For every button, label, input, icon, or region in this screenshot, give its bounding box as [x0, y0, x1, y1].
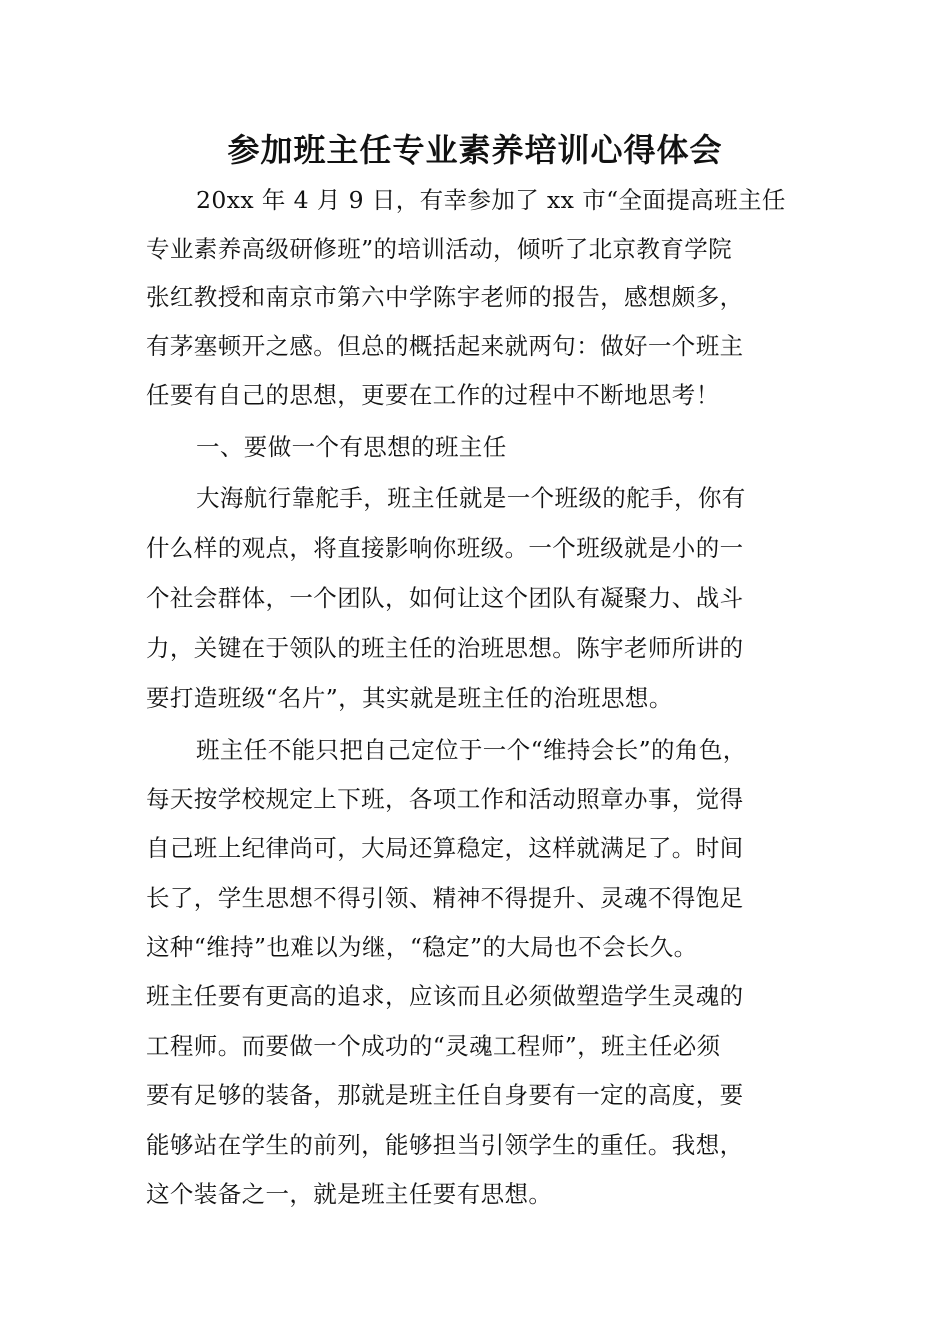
- paragraph-line: 力，关键在于领队的班主任的治班思想。陈宇老师所讲的: [146, 634, 744, 662]
- document-title: 参加班主任专业素养培训心得体会: [227, 131, 723, 169]
- paragraph-line: 专业素养高级研修班”的培训活动，倾听了北京教育学院: [146, 235, 733, 263]
- paragraph-line: 这种“维持”也难以为继，“稳定”的大局也不会长久。: [146, 933, 698, 961]
- paragraph-line: 任要有自己的思想，更要在工作的过程中不断地思考！: [146, 381, 720, 409]
- paragraph-line: 要有足够的装备，那就是班主任自身要有一定的高度，要: [146, 1081, 744, 1109]
- paragraph-line: 每天按学校规定上下班，各项工作和活动照章办事，觉得: [146, 785, 744, 813]
- paragraph-line: 这个装备之一，就是班主任要有思想。: [146, 1180, 553, 1208]
- paragraph-line: 什么样的观点，将直接影响你班级。一个班级就是小的一: [146, 534, 744, 562]
- paragraph-line: 班主任要有更高的追求，应该而且必须做塑造学生灵魂的: [146, 982, 744, 1010]
- paragraph-line: 个社会群体，一个团队，如何让这个团队有凝聚力、战斗: [146, 584, 744, 612]
- paragraph-line: 大海航行靠舵手，班主任就是一个班级的舵手，你有: [196, 484, 746, 512]
- section-heading: 一、要做一个有思想的班主任: [196, 433, 507, 461]
- paragraph-line: 长了，学生思想不得引领、精神不得提升、灵魂不得饱足: [146, 884, 744, 912]
- paragraph-line: 班主任不能只把自己定位于一个“维持会长”的角色，: [196, 736, 747, 764]
- paragraph-line: 有茅塞顿开之感。但总的概括起来就两句：做好一个班主: [146, 332, 744, 360]
- paragraph-line: 要打造班级“名片”，其实就是班主任的治班思想。: [146, 684, 673, 712]
- paragraph-line: 能够站在学生的前列，能够担当引领学生的重任。我想，: [146, 1131, 744, 1159]
- paragraph-line: 工程师。而要做一个成功的“灵魂工程师”，班主任必须: [146, 1032, 721, 1060]
- paragraph-line: 20xx 年 4 月 9 日，有幸参加了 xx 市“全面提高班主任: [196, 186, 786, 214]
- paragraph-line: 自己班上纪律尚可，大局还算稳定，这样就满足了。时间: [146, 834, 744, 862]
- paragraph-line: 张红教授和南京市第六中学陈宇老师的报告，感想颇多，: [146, 283, 744, 311]
